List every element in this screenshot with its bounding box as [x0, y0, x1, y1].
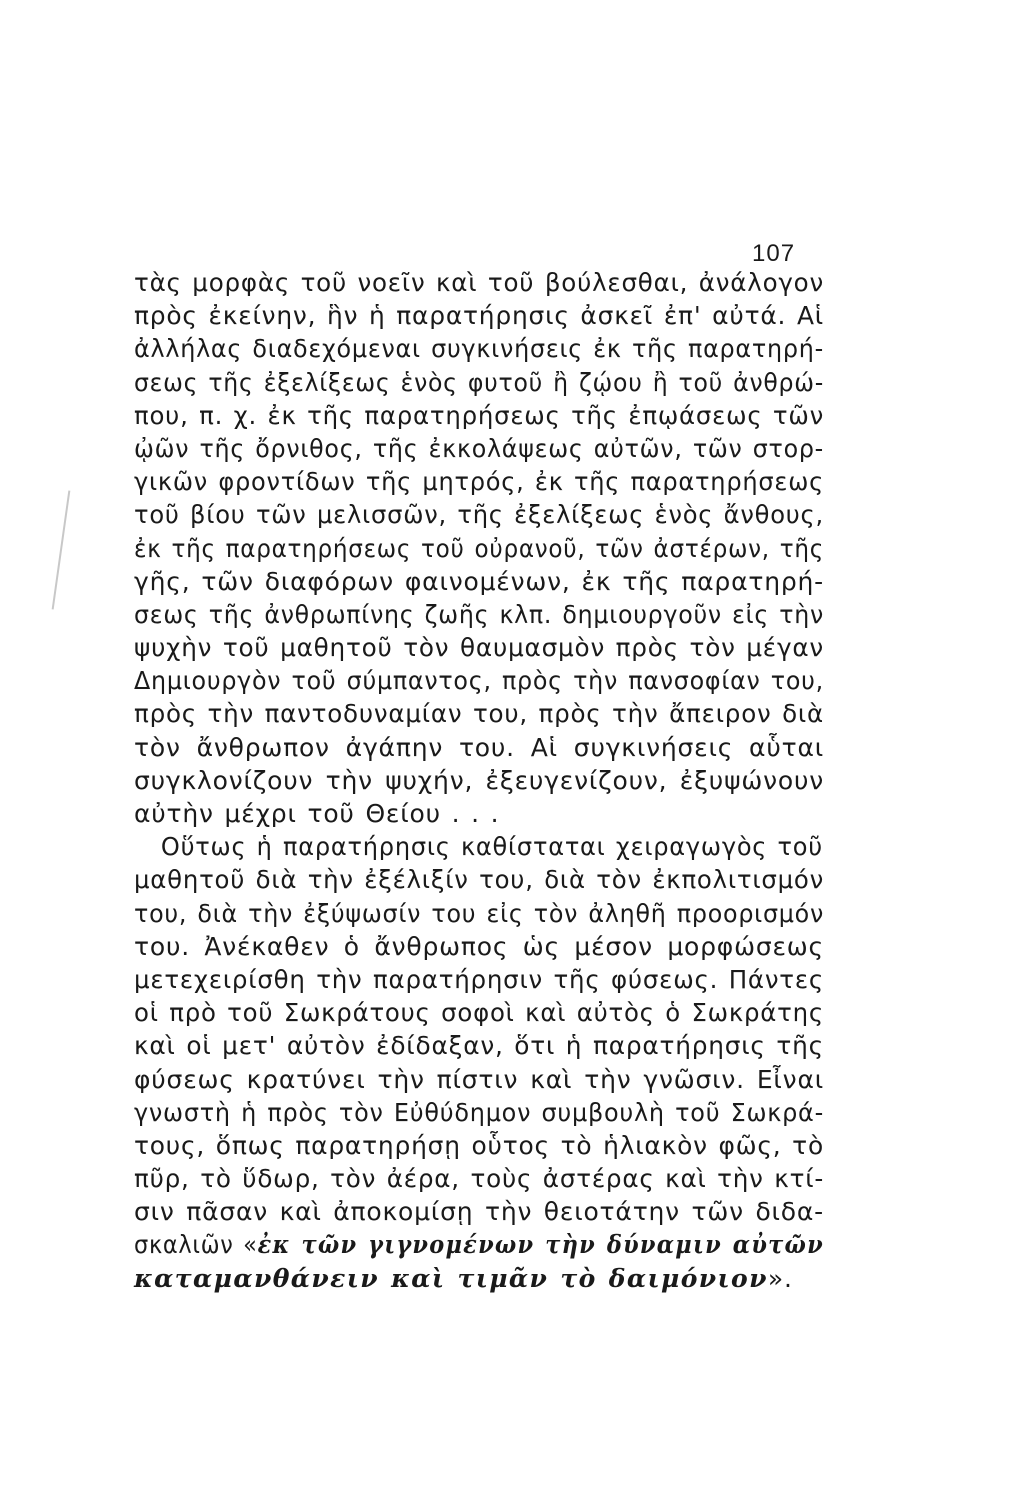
- text-line-content: ᾠῶν τῆς ὄρνιθος, τῆς ἐκκολάψεως αὐτῶν, τῶν στορ-: [134, 433, 824, 463]
- text-line-content: πῦρ, τὸ ὕδωρ, τὸν ἀέρα, τοὺς ἀστέρας καὶ τὴν κτί-: [134, 1164, 824, 1194]
- text-line-content: πρὸς ἐκείνην, ἣν ἡ παρατήρησις ἀσκεῖ ἐπ' αὐτά. Αἱ: [134, 301, 824, 331]
- text-line-content: του, διὰ τὴν ἐξύψωσίν του εἰς τὸν ἀληθῆ προορισμόν: [134, 898, 824, 928]
- text-line-content: σκαλιῶν «: [134, 1230, 258, 1260]
- text-line-content: πρὸς τὴν παντοδυναμίαν του, πρὸς τὴν ἄπειρον διὰ: [134, 699, 824, 729]
- text-line-content: τοῦ βίου τῶν μελισσῶν, τῆς ἐξελίξεως ἑνὸς ἄνθους,: [134, 500, 824, 530]
- text-line: [134, 332, 824, 365]
- body-text: [134, 266, 824, 1295]
- text-line: [134, 299, 824, 332]
- text-line-content: του. Ἀνέκαθεν ὁ ἄνθρωπος ὡς μέσον μορφώσεως: [134, 931, 824, 961]
- text-line-content: Οὕτως ἡ παρατήρησις καθίσταται χειραγωγὸς τοῦ: [160, 832, 823, 862]
- text-line: [134, 498, 824, 531]
- text-line: [134, 830, 823, 863]
- text-line-content: σεως τῆς ἐξελίξεως ἑνὸς φυτοῦ ἢ ζῴου ἢ τοῦ ἀνθρώ-: [134, 367, 824, 397]
- text-line: [134, 1162, 824, 1195]
- text-line-content: ἀλλήλας διαδεχόμεναι συγκινήσεις ἐκ τῆς παρατηρή-: [134, 334, 824, 364]
- text-line-content: σιν πᾶσαν καὶ ἀποκομίσῃ τὴν θειοτάτην τῶν διδα-: [134, 1197, 824, 1227]
- text-line-content: γῆς, τῶν διαφόρων φαινομένων, ἐκ τῆς παρατηρή-: [134, 566, 824, 596]
- text-line: [134, 465, 824, 498]
- text-line-content: οἱ πρὸ τοῦ Σωκράτους σοφοὶ καὶ αὐτὸς ὁ Σωκράτης: [134, 998, 824, 1028]
- text-line-content: μαθητοῦ διὰ τὴν ἐξέλιξίν του, διὰ τὸν ἐκπολιτισμόν: [134, 865, 824, 895]
- text-line: [134, 664, 824, 697]
- text-line-content: φύσεως κρατύνει τὴν πίστιν καὶ τὴν γνῶσιν. Εἶναι: [134, 1064, 824, 1094]
- text-line: [134, 1228, 824, 1261]
- text-line: [134, 631, 824, 664]
- text-line-content: συγκλονίζουν τὴν ψυχήν, ἐξευγενίζουν, ἐξυψώνουν: [134, 765, 824, 795]
- text-line: [134, 366, 824, 399]
- text-line-content: καὶ οἱ μετ' αὐτὸν ἐδίδαξαν, ὅτι ἡ παρατήρησις τῆς: [134, 1031, 824, 1061]
- page-number: 107: [752, 240, 796, 267]
- text-line-content: ψυχὴν τοῦ μαθητοῦ τὸν θαυμασμὸν πρὸς τὸν μέγαν: [134, 633, 824, 663]
- text-line: [134, 598, 824, 631]
- text-line-content: τους, ὅπως παρατηρήσῃ οὗτος τὸ ἡλιακὸν φῶς, τὸ: [134, 1130, 824, 1160]
- text-line: [134, 532, 824, 565]
- text-line: [134, 432, 824, 465]
- text-line-content: γικῶν φροντίδων τῆς μητρός, ἐκ τῆς παρατηρήσεως: [134, 467, 824, 497]
- text-line: [134, 266, 824, 299]
- text-line: [134, 764, 824, 797]
- text-line-content: τὸν ἄνθρωπον ἀγάπην του. Αἱ συγκινήσεις αὗται: [134, 732, 824, 762]
- margin-pencil-mark: [52, 490, 71, 609]
- text-line-content: αὐτὴν μέχρι τοῦ Θείου . . .: [134, 799, 500, 828]
- text-line: [134, 1063, 824, 1096]
- text-line-content: που, π. χ. ἐκ τῆς παρατηρήσεως τῆς ἐπῳάσεως τῶν: [134, 400, 824, 430]
- text-line: [134, 863, 824, 896]
- text-line: [134, 1129, 824, 1162]
- text-line-content: μετεχειρίσθη τὴν παρατήρησιν τῆς φύσεως. Πάντες: [134, 964, 824, 994]
- text-line-content: γνωστὴ ἡ πρὸς τὸν Εὐθύδημον συμβουλὴ τοῦ Σωκρά-: [134, 1097, 824, 1127]
- text-line-content: τὰς μορφὰς τοῦ νοεῖν καὶ τοῦ βούλεσθαι, ἀνάλογον: [134, 268, 824, 297]
- quoted-emphasis: ἐκ τῶν γιγνομένων τὴν δύναμιν αὐτῶν: [257, 1230, 824, 1260]
- text-line-content: σεως τῆς ἀνθρωπίνης ζωῆς κλπ. δημιουργοῦν εἰς τὴν: [134, 599, 824, 629]
- text-line: [134, 963, 824, 996]
- text-line: [134, 399, 824, 432]
- text-line: [134, 897, 824, 930]
- text-line-content: ἐκ τῆς παρατηρήσεως τοῦ οὐρανοῦ, τῶν ἀστέρων, τῆς: [134, 533, 824, 563]
- text-line: [134, 1195, 824, 1228]
- text-line-content: Δημιουργὸν τοῦ σύμπαντος, πρὸς τὴν πανσοφίαν του,: [134, 666, 824, 696]
- text-line: [134, 1096, 824, 1129]
- text-line: [134, 996, 824, 1029]
- quoted-emphasis: καταμανθάνειν καὶ τιμᾶν τὸ δαιμόνιον: [134, 1263, 768, 1293]
- text-line: [134, 1262, 824, 1295]
- text-line: [134, 565, 824, 598]
- text-line: [134, 797, 824, 830]
- text-line: [134, 731, 824, 764]
- text-line: [134, 1029, 824, 1062]
- text-line-tail: ».: [767, 1263, 793, 1293]
- text-line: [134, 930, 824, 963]
- text-line: [134, 697, 824, 730]
